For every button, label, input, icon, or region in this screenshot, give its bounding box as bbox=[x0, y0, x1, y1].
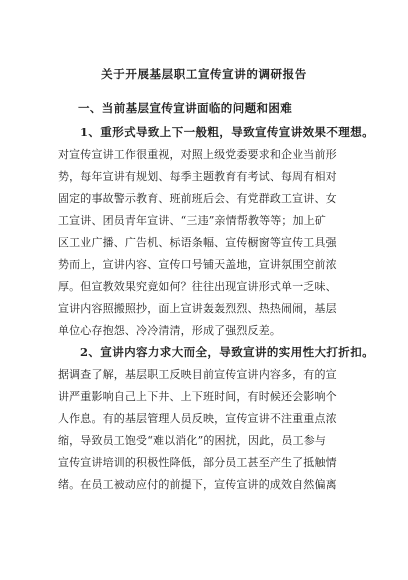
paragraph-line: 宣讲内容照搬照抄，面上宣讲轰轰烈烈、热热闹闹，基层 bbox=[58, 302, 337, 315]
paragraph-line: 单位心存抱怨、冷冷清清，形成了强烈反差。 bbox=[58, 324, 281, 337]
paragraph-line: 固定的事故警示教育、班前班后会、有党群政工宣讲、女 bbox=[58, 192, 337, 205]
subsection-heading-1: 1、重形式导致上下一般粗，导致宣传宣讲效果不理想。 bbox=[80, 125, 374, 139]
paragraph-line: 宣传宣讲培训的积极性降低，部分员工甚至产生了抵触情 bbox=[58, 456, 337, 469]
paragraph-line: 据调查了解，基层职工反映目前宣传宣讲内容多，有的宣 bbox=[58, 368, 337, 381]
subsection-heading-2: 2、宣讲内容力求大而全，导致宣讲的实用性大打折扣。 bbox=[80, 345, 374, 359]
paragraph-line: 缩，导致员工饱受“难以消化”的困扰，因此，员工参与 bbox=[58, 434, 326, 447]
paragraph-line: 讲严重影响自己上下井、上下班时间，有时候还会影响个 bbox=[58, 390, 337, 403]
paragraph-line: 区工业广播、广告机、标语条幅、宣传橱窗等宣传工具强 bbox=[58, 236, 337, 249]
paragraph-line: 绪。在员工被动应付的前提下，宣传宣讲的成效自然偏离 bbox=[58, 478, 337, 491]
paragraph-line: 势而上，宣讲内容、宣传口号铺天盖地，宣讲氛围空前浓 bbox=[58, 258, 337, 271]
section-heading-1: 一、当前基层宣传宣讲面临的问题和困难 bbox=[78, 101, 293, 115]
paragraph-line: 对宣传宣讲工作很重视，对照上级党委要求和企业当前形 bbox=[58, 148, 337, 161]
paragraph-line: 人作息。有的基层管理人员反映，宣传宣讲不注重重点浓 bbox=[58, 412, 337, 425]
paragraph-line: 势，每年宣讲有规划、每季主题教育有考试、每周有相对 bbox=[58, 170, 337, 183]
paragraph-line: 厚。但宣教效果究竟如何？往往出现宣讲形式单一乏味、 bbox=[58, 280, 337, 293]
paragraph-line: 工宣讲、团员青年宣讲、“三违”亲情帮教等等；加上矿 bbox=[58, 214, 326, 227]
document-title: 关于开展基层职工宣传宣讲的调研报告 bbox=[101, 67, 307, 81]
